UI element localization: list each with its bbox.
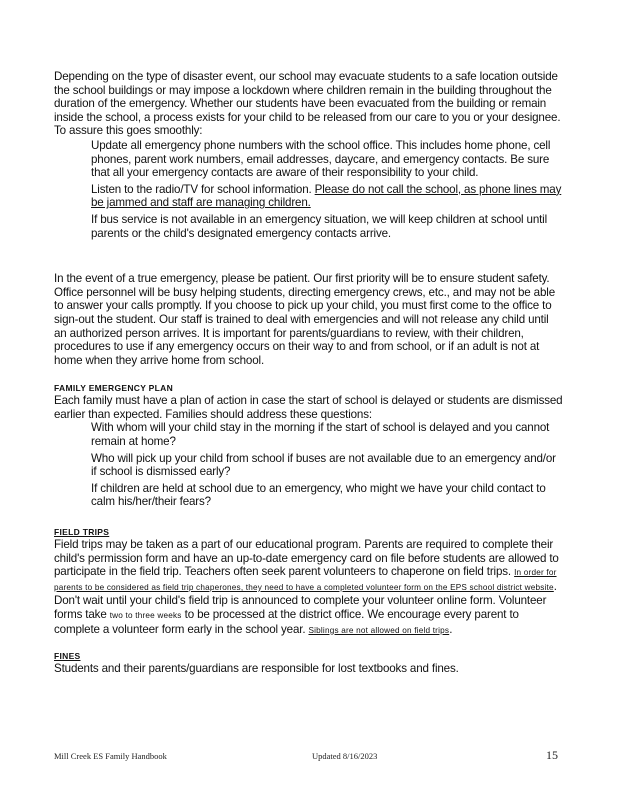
chaperone-requirement: In order for parents to be considered as field trip chaperones, they need to have a completed volunteer form on the EPS school district website (54, 568, 557, 592)
list-item (54, 452, 564, 479)
list-item-text: Who will pick up your child from school if buses are not available due to an emergency and/or if school is dismissed early? (91, 451, 556, 479)
patience-paragraph: In the event of a true emergency, please be patient. Our first priority will be to ensure student safety. Office personnel will be busy helping students, directing emergency crews, etc., and may not be able to answer your calls promptly. If you choose to pick up your child, you must first come to the office to sign-out the student. Our staff is trained to deal with emergencies and will not release any child until an authorized person arrives. It is important for parents/guardians to review, with their children, procedures to use if any emergency occurs on their way to and from school, or if an adult is not at home when they arrive home from school. (54, 272, 555, 367)
field-trips-text: Field trips may be taken as a part of our educational program. Parents are required to complete their child's permission form and have an up-to-date emergency card on file before students are allowed to participate in the field trip. Teachers often seek parent volunteers to chaperone on field trips. (54, 538, 559, 579)
list-item (54, 213, 564, 240)
list-item-text: With whom will your child stay in the morning if the start of school is delayed and you cannot remain at home? (91, 421, 550, 449)
page-number: 15 (546, 748, 558, 762)
footer-title: Mill Creek ES Family Handbook (54, 751, 167, 761)
list-item (54, 482, 564, 509)
list-item (54, 139, 564, 180)
field-trips-text-cont: . Don't wait until your child's field trip is announced to complete your volunteer online form. Volunteer forms take (54, 579, 557, 621)
intro-bullet-list (54, 139, 564, 240)
intro-paragraph: Depending on the type of disaster event, our school may evacuate students to a safe location outside the school buildings or may impose a lockdown where children remain in the building throughout the duration of the emergency. Whether our students have been evacuated from the building or remain inside the school, a process exists for your child to be released from our care to you or your designee. To assure this goes smoothly: (54, 70, 561, 138)
field-trips-text-cont2: to be processed at the district office. We encourage every parent to complete a volunteer form early in the school year. (54, 608, 519, 636)
field-trips-end: . (449, 622, 453, 636)
list-item-text: If bus service is not available in an emergency situation, we will keep children at school until parents or the child's designated emergency contacts arrive. (91, 212, 548, 240)
list-item-text: If children are held at school due to an emergency, who might we have your child contact to calm his/her/their fears? (91, 481, 546, 509)
fines-paragraph: Students and their parents/guardians are responsible for lost textbooks and fines. (54, 662, 459, 676)
fines-heading: FINES (54, 651, 81, 662)
family-plan-heading: FAMILY EMERGENCY PLAN (54, 383, 174, 394)
family-plan-questions (54, 421, 564, 509)
list-item (54, 183, 564, 210)
list-item-text: Listen to the radio/TV for school information. (91, 182, 315, 196)
field-trips-heading: FIELD TRIPS (54, 527, 110, 538)
list-item (54, 421, 564, 448)
sibling-notice: Siblings are not allowed on field trips (308, 625, 450, 635)
family-plan-intro: Each family must have a plan of action in case the start of school is delayed or students are dismissed earlier than expected. Families should address these questions: (54, 394, 563, 421)
handbook-page (54, 70, 564, 676)
list-item-text: Update all emergency phone numbers with the school office. This includes home phone, cell phones, parent work numbers, email addresses, daycare, and emergency contacts. Be sure that all your emergency contacts are aware of their responsibility to your child. (91, 138, 551, 180)
field-trips-paragraph (54, 538, 564, 637)
footer-updated: Updated 8/16/2023 (312, 751, 378, 761)
processing-time: two to three weeks (109, 611, 182, 620)
no-call-notice: Please do not call the school, as phone lines may be jammed and staff are managing children. (91, 182, 562, 210)
